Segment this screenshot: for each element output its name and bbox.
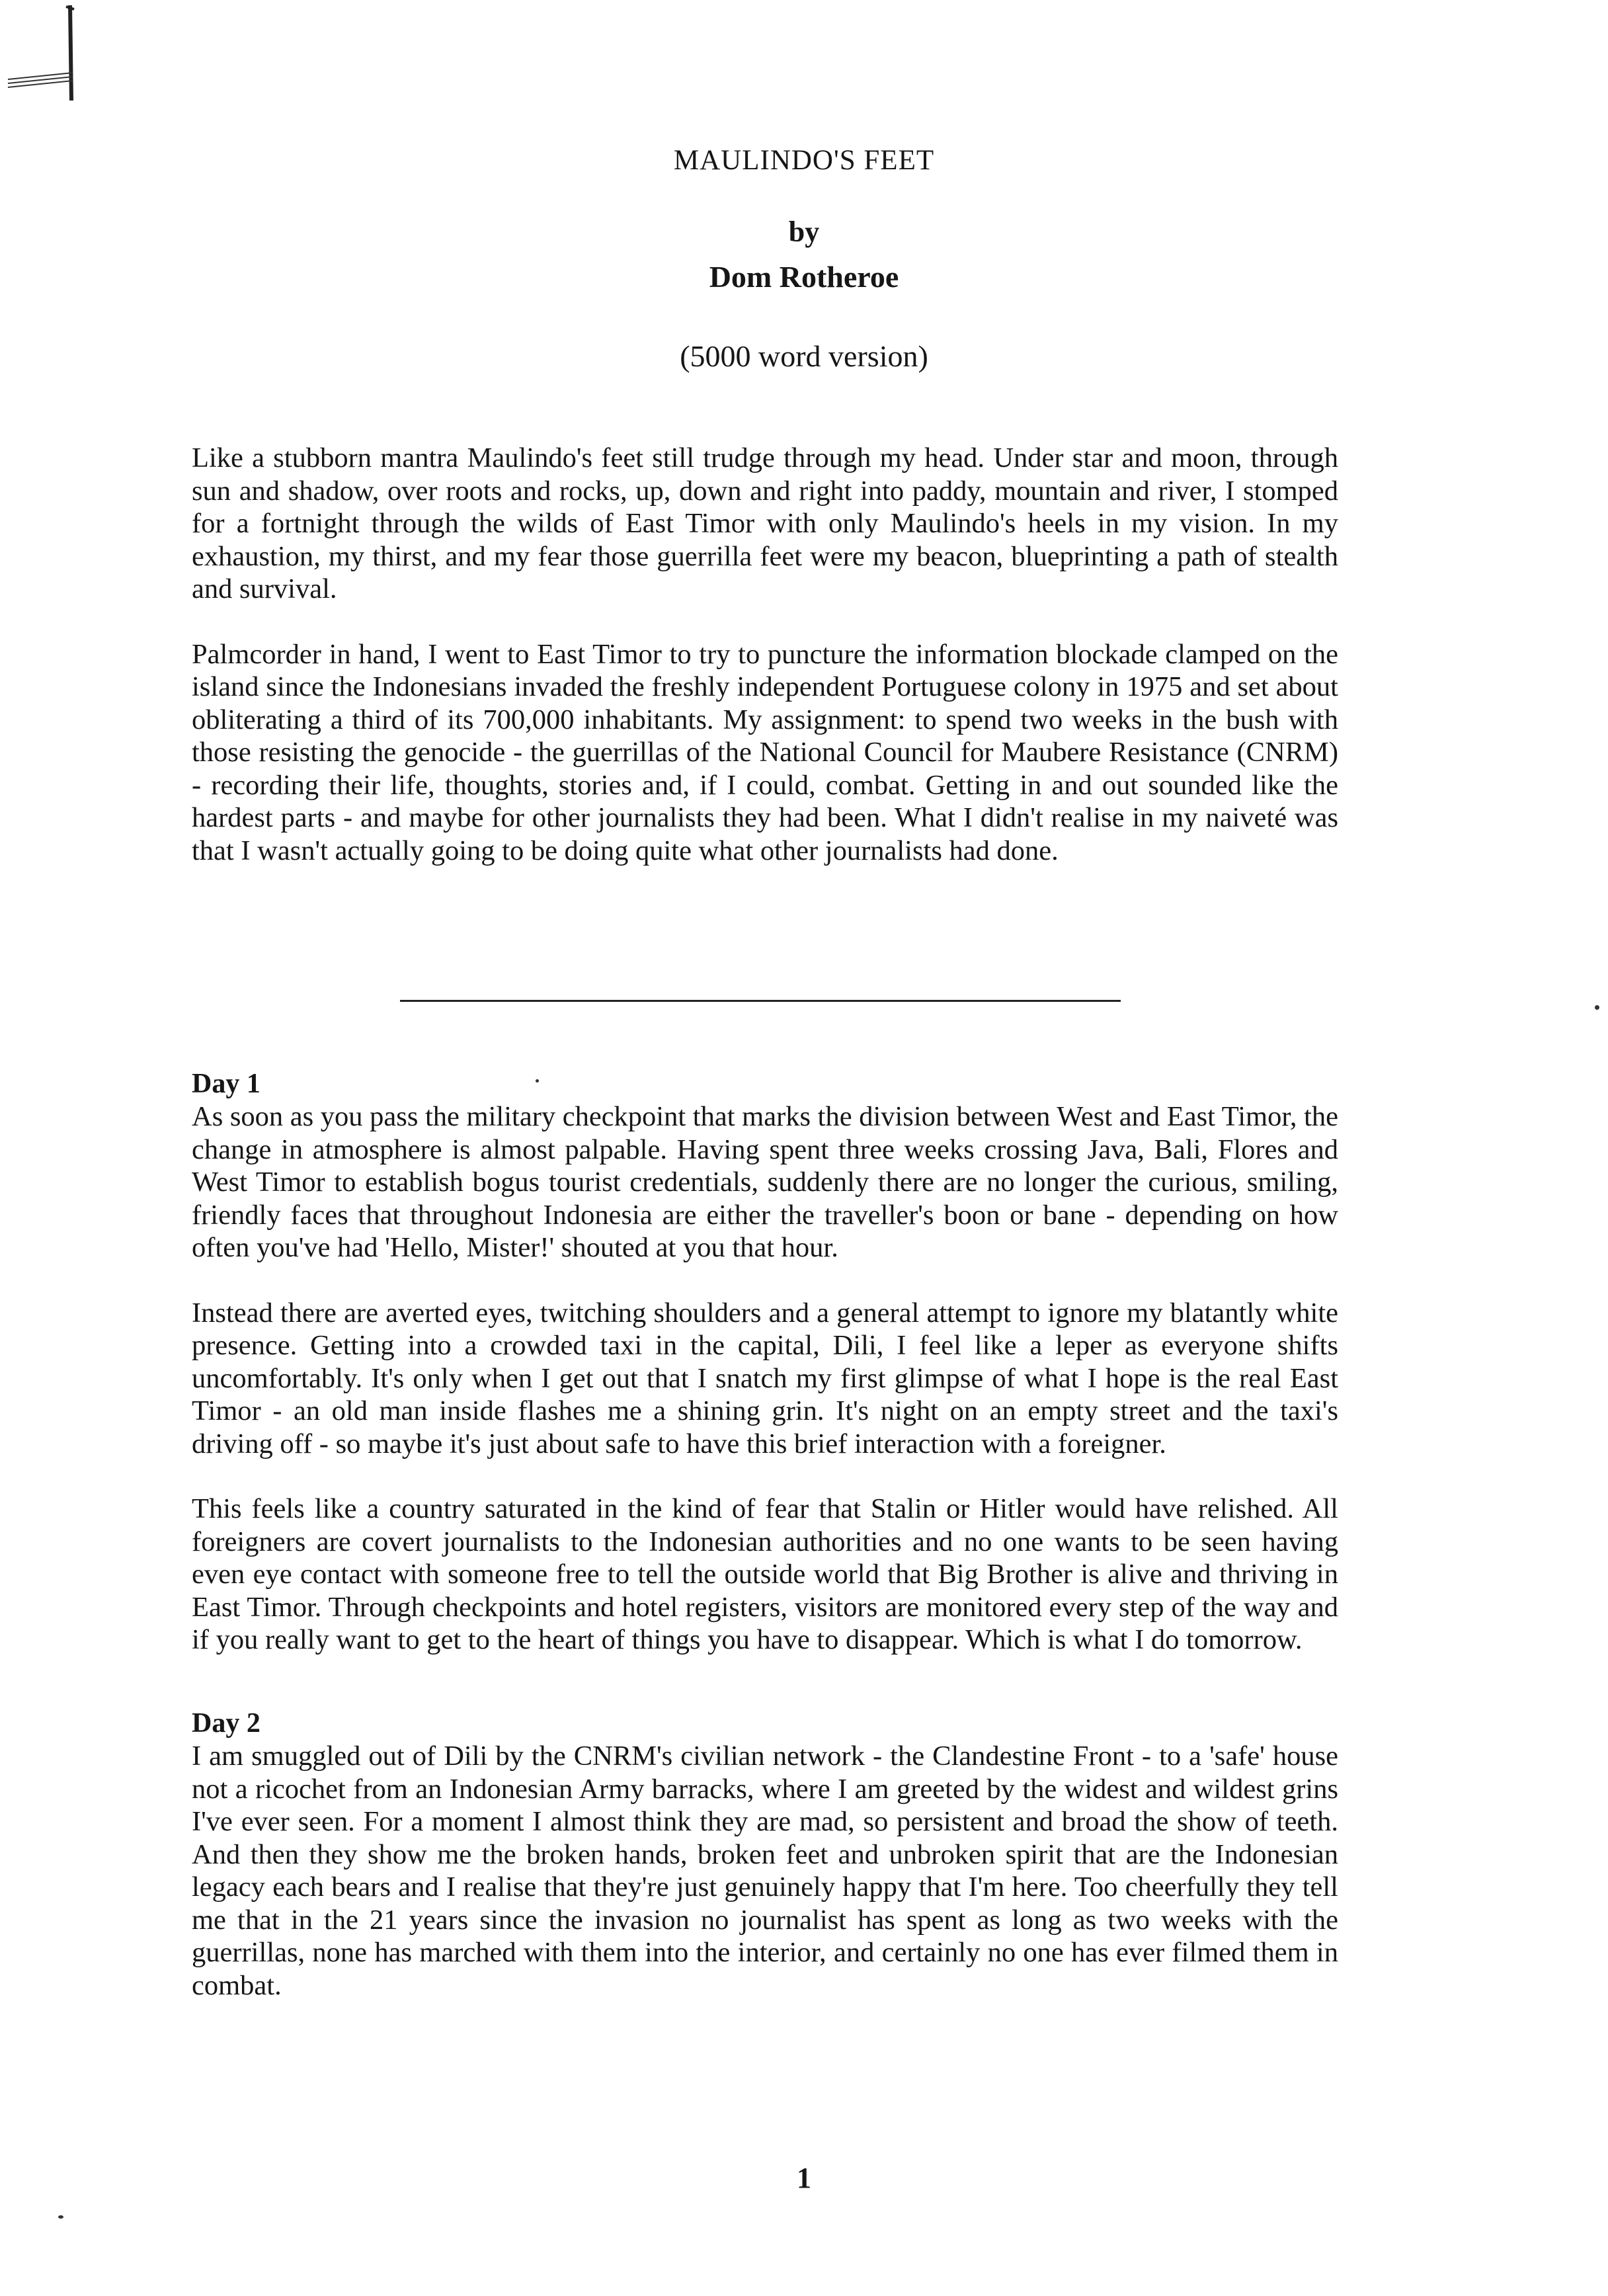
version-note: (5000 word version) bbox=[680, 339, 928, 373]
section-divider bbox=[400, 1000, 1121, 1002]
document-title: MAULINDO'S FEET bbox=[673, 145, 935, 176]
page-number: 1 bbox=[797, 2162, 811, 2194]
intro-paragraph: Like a stubborn mantra Maulindo's feet still trudge through my head. Under star and moon, through sun and shadow, over roots and rocks, up, down and right into paddy, mountain and river, I stomped for a fortnight through the wilds of East Timor with only Maulindo's heels in my vision. In my exhaustion, my thirst, and my fear those guerrilla feet were my beacon, blueprinting a path of stealth and survival. bbox=[192, 442, 1338, 604]
intro-section bbox=[192, 442, 1338, 867]
day1-paragraph: Instead there are averted eyes, twitching shoulders and a general attempt to ignore my blatantly white presence. Getting into a crowded taxi in the capital, Dili, I feel like a leper as everyone shifts uncomfortably. It's only when I get out that I snatch my first glimpse of what I hope is the real East Timor - an old man inside flashes me a shining grin. It's night on an empty street and the taxi's driving off - so maybe it's just about safe to have this brief interaction with a foreigner. bbox=[192, 1297, 1338, 1459]
author-name: Dom Rotheroe bbox=[709, 260, 899, 294]
intro-paragraph: Palmcorder in hand, I went to East Timor to try to puncture the information blockade clamped on the island since the Indonesians invaded the freshly independent Portuguese colony in 1975 and set about obliterating a third of its 700,000 inhabitants. My assignment: to spend two weeks in the bush with those resisting the genocide - the guerrillas of the National Council for Maubere Resistance (CNRM) - recording their life, thoughts, stories and, if I could, combat. Getting in and out sounded like the hardest parts - and maybe for other journalists they had been. What I didn't realise in my naiveté was that I wasn't actually going to be doing quite what other journalists had done. bbox=[192, 638, 1338, 866]
scan-mark-icon bbox=[5, 3, 85, 102]
day1-section bbox=[192, 1100, 1338, 1657]
day1-heading: Day 1 bbox=[192, 1069, 261, 1099]
day2-heading: Day 2 bbox=[192, 1708, 261, 1739]
scan-speck bbox=[536, 1079, 539, 1083]
by-line: by bbox=[788, 216, 820, 248]
day1-paragraph: This feels like a country saturated in the kind of fear that Stalin or Hitler would have relished. All foreigners are covert journalists to the Indonesian authorities and no one wants to be seen having even eye contact with someone free to tell the outside world that Big Brother is alive and thriving in East Timor. Through checkpoints and hotel registers, visitors are monitored every step of the way and if you really want to get to the heart of things you have to disappear. Which is what I do tomorrow. bbox=[192, 1493, 1338, 1655]
scan-speck bbox=[1595, 1005, 1599, 1010]
day1-paragraph: As soon as you pass the military checkpoint that marks the division between West and East Timor, the change in atmosphere is almost palpable. Having spent three weeks crossing Java, Bali, Flores and West Timor to establish bogus tourist credentials, suddenly there are no longer the curious, smiling, friendly faces that throughout Indonesia are either the traveller's boon or bane - depending on how often you've had 'Hello, Mister!' shouted at you that hour. bbox=[192, 1101, 1338, 1263]
day2-paragraph: I am smuggled out of Dili by the CNRM's civilian network - the Clandestine Front - to a 'safe' house not a ricochet from an Indonesian Army barracks, where I am greeted by the widest and wildest grins I've ever seen. For a moment I almost think they are mad, so persistent and broad the show of teeth. And then they show me the broken hands, broken feet and unbroken spirit that are the Indonesian legacy each bears and I realise that they're just genuinely happy that I'm here. Too cheerfully they tell me that in the 21 years since the invasion no journalist has spent as long as two weeks with the guerrillas, none has marched with them into the interior, and certainly no one has ever filmed them in combat. bbox=[192, 1741, 1338, 2001]
day2-section bbox=[192, 1740, 1338, 2002]
scan-speck bbox=[58, 2215, 63, 2219]
